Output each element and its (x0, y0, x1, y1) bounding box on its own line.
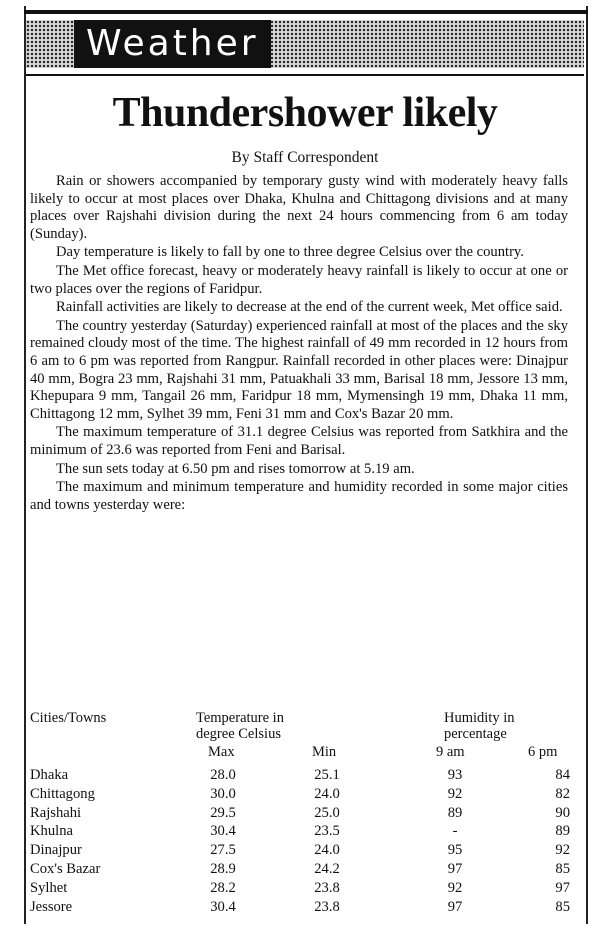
col-temp-header-1: Temperature in (196, 710, 284, 726)
paragraph: The Met office forecast, heavy or moderately heavy rainfall is likely to occur at one or two places over the regions of Faridpur. (30, 262, 568, 297)
max-cell: 28.0 (210, 767, 236, 783)
col-city-header: Cities/Towns (30, 710, 107, 726)
hum-6pm-cell: 90 (555, 804, 570, 821)
paragraph: The maximum temperature of 31.1 degree Celsius was reported from Satkhira and the minimum of 23.6 was reported from Feni and Barisal. (30, 424, 568, 458)
city-cell: Chittagong (30, 785, 95, 802)
table-row (30, 879, 570, 898)
min-cell: 24.2 (314, 860, 340, 877)
table-row (30, 804, 570, 823)
top-rule (24, 10, 588, 14)
sub-6pm-header: 6 pm (528, 744, 558, 760)
table-row (30, 766, 570, 785)
max-cell: 30.4 (210, 898, 236, 915)
paragraph: The sun sets today at 6.50 pm and rises tomorrow at 5.19 am. (56, 460, 415, 477)
min-cell: 23.5 (314, 823, 340, 840)
paragraph: Rain or showers accompanied by temporary gusty wind with moderately heavy falls likely to occur at most places over Dhaka, Khulna and Chittagong divisions and at many places over Rajshahi division during the next 24 hours commencing from 6 am today (Sunday). (30, 173, 568, 242)
table-row (30, 860, 570, 879)
city-cell: Dhaka (30, 767, 69, 783)
byline: By Staff Correspondent (231, 149, 379, 166)
city-cell: Jessore (30, 898, 73, 915)
city-cell: Khulna (30, 823, 73, 840)
hum-6pm-cell: 85 (555, 860, 570, 877)
max-cell: 27.5 (210, 842, 236, 859)
sub-max-header: Max (208, 744, 235, 760)
min-cell: 24.0 (314, 785, 340, 802)
table-body (30, 766, 570, 916)
table-row (30, 898, 570, 917)
section-banner (26, 20, 584, 68)
article-body (30, 173, 568, 515)
hum-9am-cell: 92 (447, 879, 463, 896)
hum-6pm-cell: 85 (555, 898, 570, 915)
banner-rule (26, 74, 584, 76)
col-hum-header-1: Humidity in (444, 710, 515, 726)
max-cell: 28.9 (210, 860, 236, 877)
hum-9am-cell: 97 (447, 860, 463, 877)
paragraph: The country yesterday (Saturday) experienced rainfall at most of the places and the sky remained cloudy most of the time. The highest rainfall of 49 mm recorded in 12 hours from 6 am to 6 pm was reported from Rangpur. Rainfall recorded in other places were: Dinajpur 40 mm, Bogra 23 mm, Rajshahi 31 mm, Patuakhali 33 mm, Barisal 18 mm, Jessore 13 mm, Khepupara 9 mm, Tangail 26 mm, Faridpur 18 mm, Mymensingh 19 mm, Dhaka 11 mm, Chittagong 12 mm, Sylhet 39 mm, Feni 31 mm and Cox's Bazar 20 mm. (30, 317, 568, 422)
table-row (30, 785, 570, 804)
section-label: Weather (74, 20, 271, 68)
min-cell: 25.0 (314, 804, 340, 821)
city-cell: Rajshahi (30, 804, 82, 821)
hum-6pm-cell: 89 (555, 823, 570, 840)
hum-9am-cell: 92 (447, 785, 463, 802)
hum-6pm-cell: 97 (555, 879, 570, 896)
table-row (30, 822, 570, 841)
sub-min-header: Min (312, 744, 337, 760)
city-cell: Sylhet (30, 879, 68, 896)
paragraph: The maximum and minimum temperature and humidity recorded in some major cities and towns yesterday were: (30, 479, 568, 513)
hum-6pm-cell: 92 (555, 842, 570, 859)
min-cell: 23.8 (314, 898, 340, 915)
sub-9am-header: 9 am (436, 744, 465, 760)
col-hum-header-2: percentage (444, 726, 507, 742)
max-cell: 29.5 (210, 804, 236, 821)
hum-9am-cell: 93 (447, 767, 463, 783)
hum-6pm-cell: 82 (555, 785, 570, 802)
table-row (30, 841, 570, 860)
hum-9am-cell: 97 (447, 898, 463, 915)
max-cell: 30.0 (210, 785, 236, 802)
paragraph: Rainfall activities are likely to decrease at the end of the current week, Met office said. (56, 299, 563, 316)
hum-9am-cell: 95 (447, 842, 463, 859)
headline: Thundershower likely (112, 90, 498, 136)
hum-6pm-cell: 84 (555, 767, 570, 783)
table-header (30, 710, 570, 768)
paragraph: Day temperature is likely to fall by one to three degree Celsius over the country. (56, 244, 524, 261)
col-temp-header-2: degree Celsius (196, 726, 281, 742)
max-cell: 30.4 (210, 823, 236, 840)
min-cell: 23.8 (314, 879, 340, 896)
city-cell: Dinajpur (30, 842, 82, 859)
hum-9am-cell: - (452, 823, 458, 840)
city-cell: Cox's Bazar (30, 860, 101, 877)
hum-9am-cell: 89 (447, 804, 463, 821)
min-cell: 24.0 (314, 842, 340, 859)
max-cell: 28.2 (210, 879, 236, 896)
min-cell: 25.1 (314, 767, 340, 783)
